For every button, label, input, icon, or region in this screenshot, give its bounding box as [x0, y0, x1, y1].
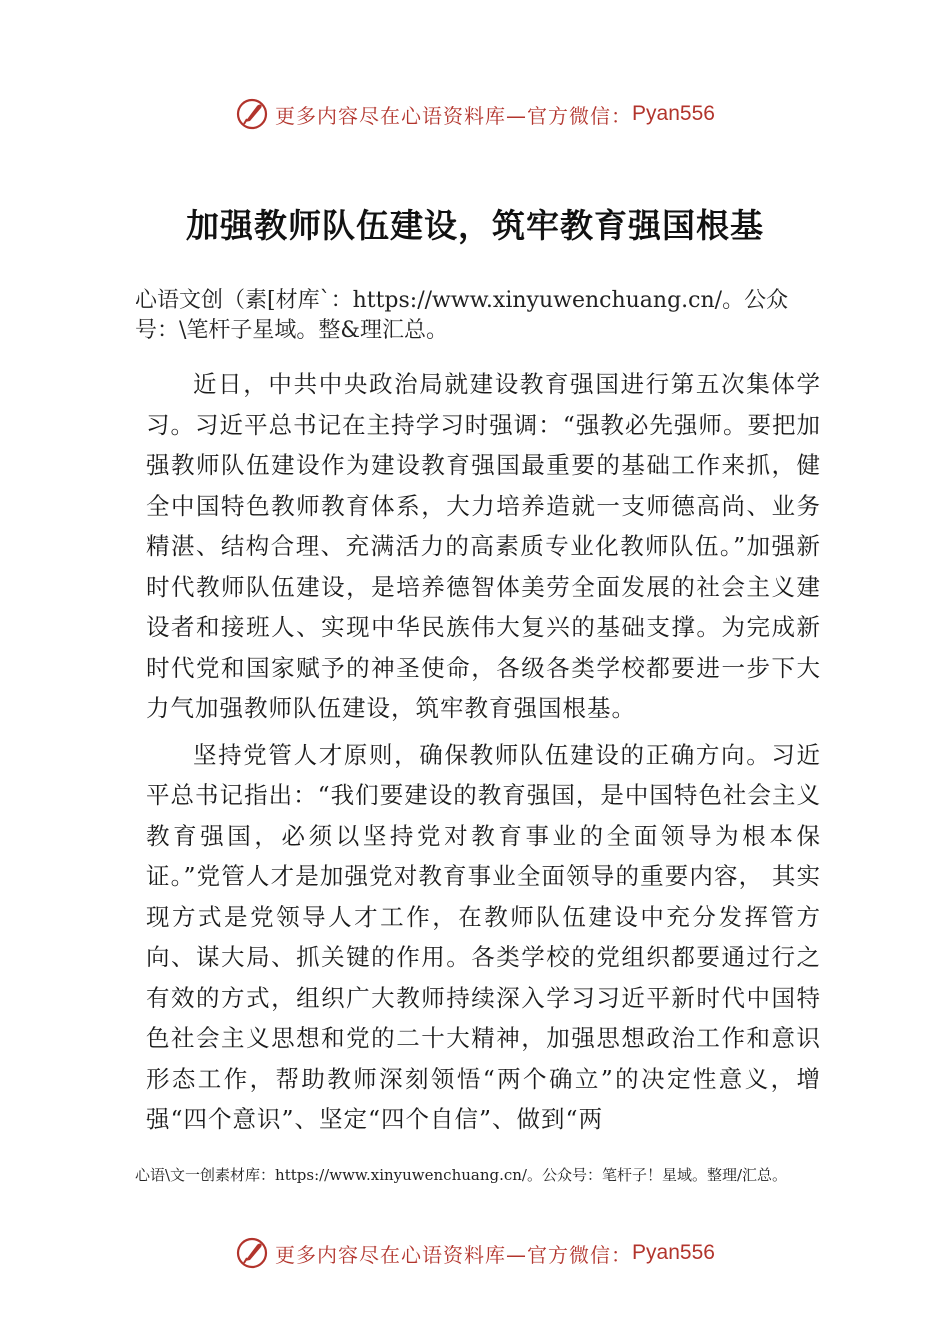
footer-banner [0, 1231, 950, 1275]
quill-pen-logo-icon [235, 97, 269, 131]
wechat-id: Pyan556 [632, 102, 715, 125]
source-line: 心语文创（素[材库`：https://www.xinyuwenchuang.cn/。公众号：\笔杆子星域。整&理汇总。 [135, 288, 789, 343]
document-title: 加强教师队伍建设，筑牢教育强国根基 [186, 206, 764, 245]
quill-pen-logo-icon [235, 1236, 269, 1270]
footer-note: 心语\文一创素材库：https://www.xinyuwenchuang.cn/。公众号：笔杆子！星域。整理/汇总。 [135, 1166, 788, 1184]
header-banner [0, 92, 950, 136]
wechat-id: Pyan556 [632, 1241, 715, 1264]
paragraph: 坚持党管人才原则，确保教师队伍建设的正确方向。习近平总书记指出：“我们要建设的教育强国，是中国特色社会主义教育强国，必须以坚持党对教育事业的全面领导为根本保证。”党管人才是加强党对教育事业全面领导的重要内容， 其实现方式是党领导人才工作，在教师队伍建设中充分发挥管方向、谋大局、抓关键的作用。各类学校的党组织都要通过行之有效的方式，组织广大教师持续深入学习习近平新时代中国特色社会主义思想和党的二十大精神，加强思想政治工作和意识形态工作，帮助教师深刻领悟“两个确立”的决定性意义，增强“四个意识”、坚定“四个自信”、做到“两 [146, 740, 821, 1133]
document-body [146, 364, 821, 1140]
banner-text: 更多内容尽在心语资料库—官方微信： [275, 1242, 633, 1267]
banner-text: 更多内容尽在心语资料库—官方微信： [275, 103, 633, 128]
paragraph: 近日，中共中央政治局就建设教育强国进行第五次集体学习。习近平总书记在主持学习时强调：“强教必先强师。要把加强教师队伍建设作为建设教育强国最重要的基础工作来抓，健全中国特色教师教育体系，大力培养造就一支师德高尚、业务精湛、结构合理、充满活力的高素质专业化教师队伍。”加强新时代教师队伍建设，是培养德智体美劳全面发展的社会主义建设者和接班人、实现中华民族伟大复兴的基础支撑。为完成新时代党和国家赋予的神圣使命，各级各类学校都要进一步下大力气加强教师队伍建设，筑牢教育强国根基。 [146, 370, 821, 722]
